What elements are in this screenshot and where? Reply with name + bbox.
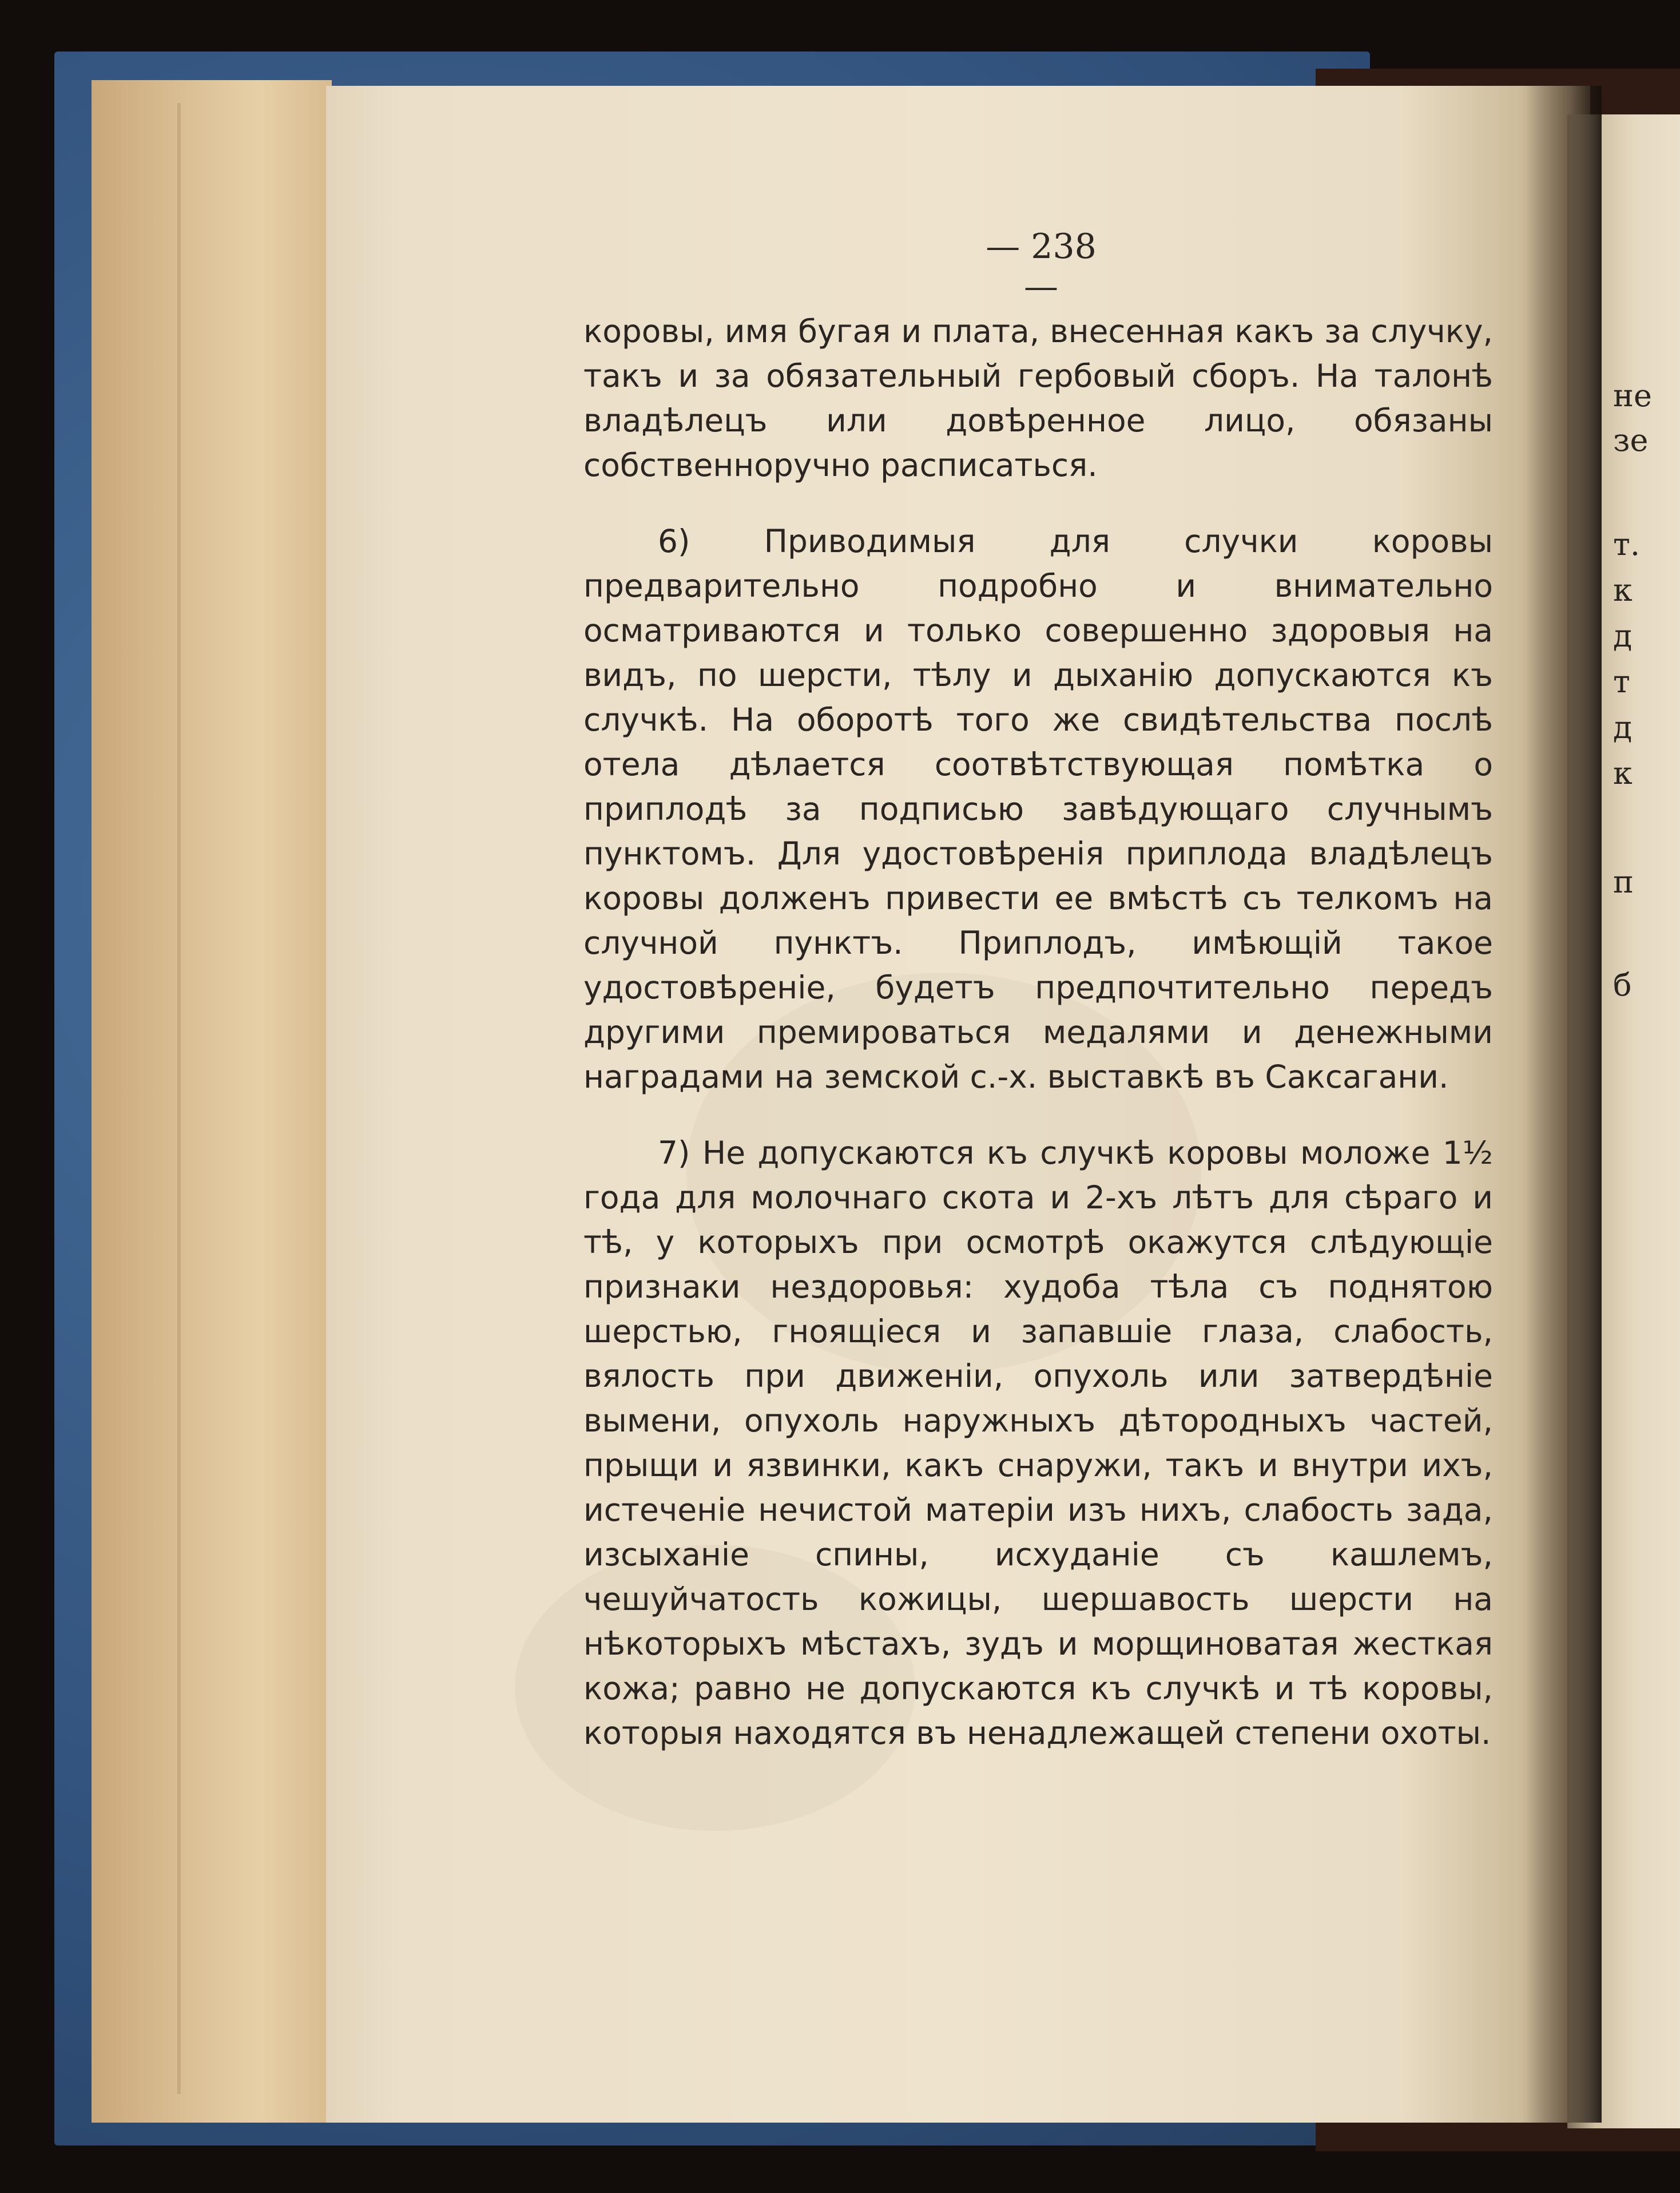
adjacent-page-fragment: к <box>1613 572 1633 608</box>
paragraph: коровы, имя бугая и плата, внесенная какъ за случку, такъ и за обязательный гербовый сборъ. На талонѣ владѣлецъ или довѣренное лицо, обязаны собственноручно расписаться. <box>583 313 1493 483</box>
adjacent-page-fragment: т <box>1613 664 1630 700</box>
paragraph: 7) Не допускаются къ случкѣ коровы моложе 1½ года для молочнаго скота и 2-хъ лѣтъ для сѣраго и тѣ, у которыхъ при осмотрѣ окажутся слѣдующіе признаки нездоровья: худоба тѣла съ поднятою шерстью, гноящіеся и запавшіе глаза, слабость, вялость при движеніи, опухоль или затвердѣніе вымени, опухоль наружныхъ дѣтородныхъ частей, прыщи и язвинки, какъ снаружи, такъ и внутри ихъ, истеченіе нечистой матеріи изъ нихъ, слабость зада, изсыханіе спины, исхуданіе съ кашлемъ, чешуйчатость кожицы, шершавость шерсти на нѣкоторыхъ мѣстахъ, зудъ и морщиноватая жесткая кожа; равно не допускаются къ случкѣ и тѣ коровы, которыя находятся въ ненадлежащей степени охоты. <box>583 1135 1493 1751</box>
page-stack-edge <box>92 80 332 2123</box>
paragraph: 6) Приводимыя для случки коровы предварительно подробно и внимательно осматриваются и только совершенно здоровыя на видъ, по шерсти, тѣлу и дыханію допускаются къ случкѣ. На оборотѣ того же свидѣтельства послѣ отела дѣлается соотвѣтствующая помѣтка о приплодѣ за подписью завѣдующаго случнымъ пунктомъ. Для удостовѣренія приплода владѣлецъ коровы долженъ привести ее вмѣстѣ съ телкомъ на случной пунктъ. Приплодъ, имѣющій такое удостовѣреніе, будетъ предпочтительно передъ другими премироваться медалями и денежными наградами на земской с.-х. выставкѣ въ Саксагани. <box>583 523 1493 1095</box>
adjacent-page-fragment: не <box>1613 378 1652 414</box>
adjacent-page-fragment: т. <box>1613 526 1641 562</box>
adjacent-page-fragment: б <box>1613 967 1632 1003</box>
adjacent-page-fragment: зе <box>1613 422 1649 458</box>
adjacent-page-fragment: п <box>1613 864 1634 900</box>
page-number: — 238 — <box>986 227 1097 307</box>
adjacent-page-fragment: д <box>1613 709 1633 745</box>
book-gutter-shadow <box>1522 86 1602 2123</box>
page-edge-line <box>177 103 181 2094</box>
adjacent-page-fragment: д <box>1613 618 1633 654</box>
adjacent-page-fragment: к <box>1613 755 1633 791</box>
page-body-text <box>583 309 1493 1787</box>
